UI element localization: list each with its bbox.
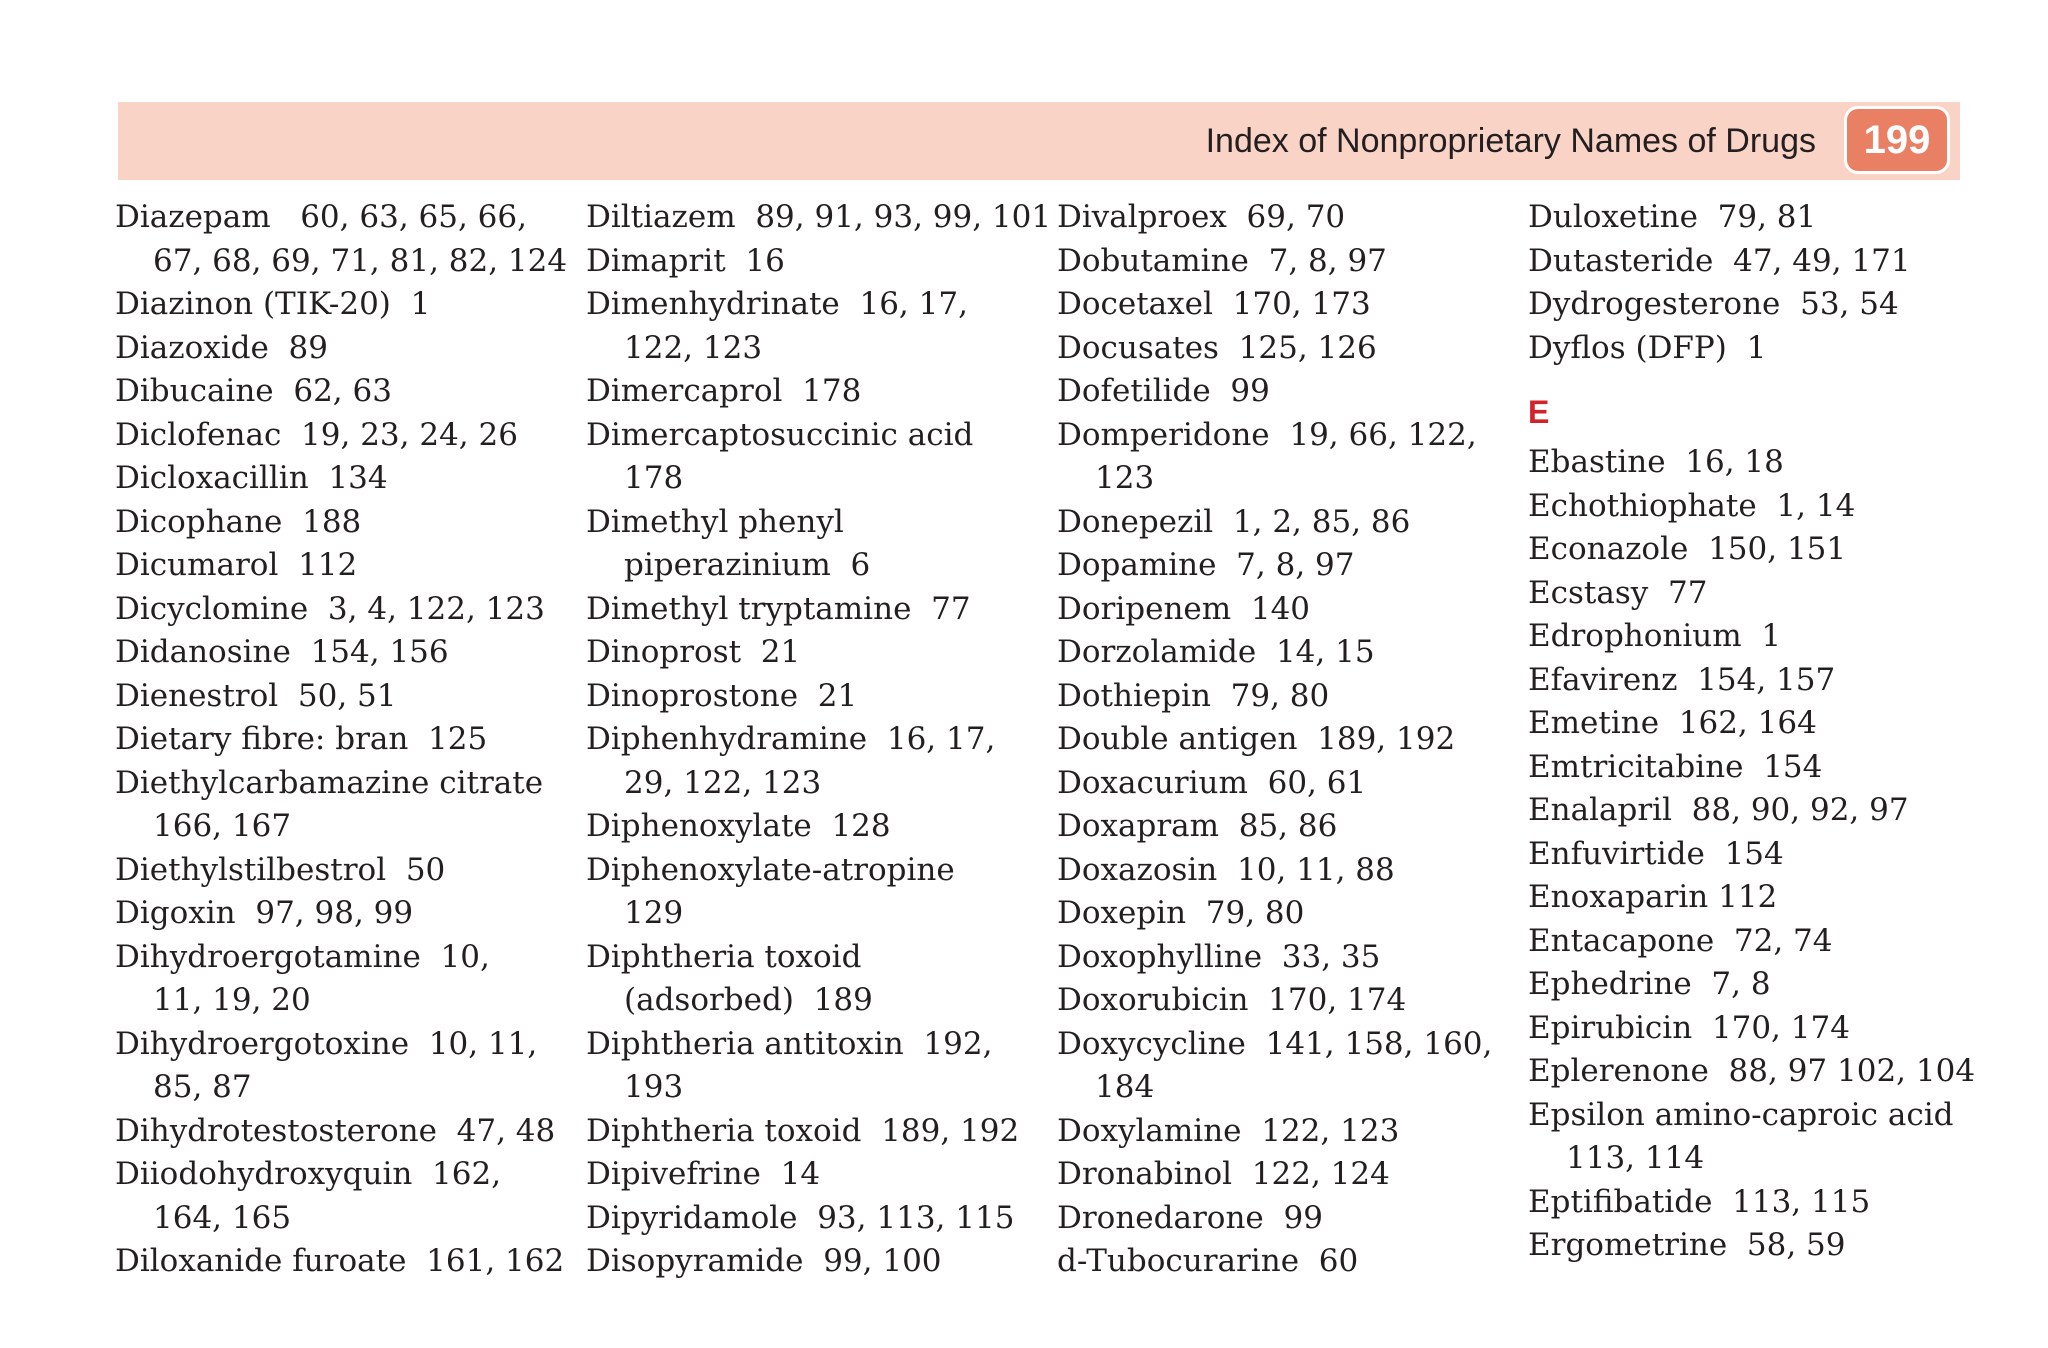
index-entry [1528, 528, 1948, 572]
index-entry-line: Enalapril 88, 90, 92, 97 [1528, 792, 1909, 828]
index-entry-line: Dihydrotestosterone 47, 48 [115, 1112, 556, 1149]
index-entry-line: Doxazosin 10, 11, 88 [1057, 851, 1395, 888]
index-entry [586, 631, 1026, 675]
index-entry [1057, 1023, 1497, 1110]
index-entry [586, 718, 1026, 805]
index-entry-line: Dicloxacillin 134 [115, 460, 388, 496]
index-entry [1057, 414, 1497, 501]
index-entry [586, 1110, 1026, 1154]
index-entry [115, 936, 555, 1023]
index-entry [115, 1023, 555, 1110]
index-entry-line: Diphenoxylate 128 [586, 808, 891, 844]
index-entry [1528, 196, 1948, 240]
index-entry-continuation: 178 [624, 460, 684, 496]
index-entry-line: Enoxaparin 112 [1528, 879, 1778, 915]
index-entry [586, 675, 1026, 719]
index-entry-line: Ecstasy 77 [1528, 574, 1708, 611]
index-entry-line: Diphenoxylate-atropine [586, 851, 955, 888]
index-entry-line: Docusates 125, 126 [1057, 329, 1377, 366]
index-entry [115, 849, 555, 893]
index-entry [1057, 718, 1497, 762]
running-header-title: Index of Nonproprietary Names of Drugs [1205, 122, 1816, 160]
index-entry-line: Diethylstilbestrol 50 [115, 851, 446, 888]
index-entry-line: Diltiazem 89, 91, 93, 99, 101 [586, 199, 1052, 235]
index-entry-line: Diphtheria toxoid [586, 938, 862, 975]
index-entry [115, 501, 555, 545]
index-entry-line: Digoxin 97, 98, 99 [115, 895, 414, 931]
index-entry [115, 544, 555, 588]
index-entry-line: Dimercaptosuccinic acid [586, 416, 974, 453]
index-entry-line: Eplerenone 88, 97 102, 104 [1528, 1053, 1976, 1089]
index-entry-line: Dimethyl phenyl [586, 503, 844, 540]
index-entry-line: Diazepam 60, 63, 65, 66, [115, 199, 527, 235]
index-entry-line: Dimaprit 16 [586, 242, 785, 279]
index-entry [586, 1153, 1026, 1197]
index-entry [1057, 196, 1497, 240]
index-entry [1528, 572, 1948, 616]
index-entry [1057, 370, 1497, 414]
index-entry-line: Diphtheria toxoid 189, 192 [586, 1112, 1020, 1149]
index-entry [1057, 501, 1497, 545]
index-entry-line: Doxacurium 60, 61 [1057, 764, 1367, 801]
index-entry-continuation: (adsorbed) 189 [624, 982, 873, 1018]
index-entry-line: Diiodohydroxyquin 162, [115, 1156, 502, 1192]
index-entry-line: Dronedarone 99 [1057, 1199, 1323, 1236]
index-entry-line: Didanosine 154, 156 [115, 634, 449, 670]
index-entry [115, 327, 555, 371]
index-entry-line: Dibucaine 62, 63 [115, 373, 392, 409]
index-entry-line: Diphtheria antitoxin 192, [586, 1025, 993, 1062]
index-column-3 [1057, 196, 1497, 1284]
index-entry-continuation: 129 [624, 895, 684, 931]
index-entry [1528, 1224, 1948, 1268]
index-entry [115, 1153, 555, 1240]
index-entry-continuation: 11, 19, 20 [153, 982, 311, 1018]
index-entry-line: Doxepin 79, 80 [1057, 895, 1305, 931]
index-entry [115, 892, 555, 936]
index-entry [1057, 979, 1497, 1023]
index-entry-line: Edrophonium 1 [1528, 618, 1782, 654]
index-entry-line: Dydrogesterone 53, 54 [1528, 286, 1899, 322]
index-entry [1057, 1153, 1497, 1197]
index-entry [586, 370, 1026, 414]
index-entry [1528, 659, 1948, 703]
index-entry [586, 588, 1026, 632]
index-entry-line: Dihydroergotamine 10, [115, 938, 490, 975]
index-entry-continuation: 122, 123 [624, 329, 763, 366]
index-entry-line: Duloxetine 79, 81 [1528, 199, 1817, 235]
index-entry-line: Dronabinol 122, 124 [1057, 1156, 1390, 1192]
index-entry-line: Diclofenac 19, 23, 24, 26 [115, 416, 518, 453]
index-entry-line: Ephedrine 7, 8 [1528, 966, 1771, 1002]
index-entry-line: Doripenem 140 [1057, 590, 1311, 627]
index-entry [1528, 1181, 1948, 1225]
index-entry-line: Donepezil 1, 2, 85, 86 [1057, 503, 1411, 540]
index-entry-line: Diethylcarbamazine citrate [115, 764, 544, 801]
index-entry-continuation: 123 [1095, 460, 1155, 496]
index-entry-continuation: 29, 122, 123 [624, 764, 822, 801]
index-entry-line: Diazinon (TIK-20) 1 [115, 286, 431, 322]
index-entry [1528, 1007, 1948, 1051]
index-entry [586, 805, 1026, 849]
index-entry [586, 240, 1026, 284]
index-entry-line: Dinoprost 21 [586, 634, 801, 670]
index-entry [115, 718, 555, 762]
index-entry [115, 1240, 565, 1284]
index-entry-line: Docetaxel 170, 173 [1057, 286, 1371, 322]
index-entry-continuation: 184 [1095, 1069, 1155, 1105]
index-entry-continuation: 164, 165 [153, 1199, 292, 1236]
index-entry [1528, 702, 1948, 746]
index-entry [115, 414, 555, 458]
index-entry-continuation: 193 [624, 1069, 684, 1105]
index-entry [1528, 920, 1948, 964]
index-entry-line: Diphenhydramine 16, 17, [586, 721, 996, 757]
index-entry [115, 675, 555, 719]
index-entry [1057, 892, 1497, 936]
index-entry-continuation: piperazinium 6 [624, 547, 871, 583]
index-entry [115, 588, 555, 632]
index-entry-line: Epirubicin 170, 174 [1528, 1009, 1850, 1046]
index-entry-line: Divalproex 69, 70 [1057, 199, 1346, 235]
index-entry-line: Dipyridamole 93, 113, 115 [586, 1199, 1015, 1236]
index-entry [1528, 441, 1948, 485]
index-entry [1528, 283, 1948, 327]
index-entry-line: Dicyclomine 3, 4, 122, 123 [115, 590, 545, 627]
index-entry [1057, 849, 1497, 893]
index-entry-line: Diloxanide furoate 161, 162 [115, 1243, 565, 1279]
index-entry [586, 936, 1026, 1023]
index-entry-line: Enfuvirtide 154 [1528, 835, 1784, 872]
index-entry [586, 1197, 1026, 1241]
index-entry [586, 414, 1026, 501]
index-entry [1528, 789, 1948, 833]
index-entry-line: Dobutamine 7, 8, 97 [1057, 242, 1387, 279]
index-entry [115, 370, 555, 414]
index-entry-line: Doxylamine 122, 123 [1057, 1112, 1400, 1149]
index-entry [115, 196, 568, 283]
index-entry-line: Doxycycline 141, 158, 160, [1057, 1025, 1493, 1062]
index-entry-line: Disopyramide 99, 100 [586, 1243, 942, 1279]
index-entry-line: Dimethyl tryptamine 77 [586, 590, 971, 627]
index-entry [1057, 1197, 1497, 1241]
index-entry-line: Dopamine 7, 8, 97 [1057, 547, 1355, 583]
index-entry-line: Dimenhydrinate 16, 17, [586, 286, 968, 322]
index-entry-line: Dinoprostone 21 [586, 677, 858, 714]
index-entry [1528, 876, 1948, 920]
index-entry [1528, 1050, 1976, 1094]
index-entry-line: Dofetilide 99 [1057, 373, 1270, 409]
index-entry-continuation: 113, 114 [1566, 1140, 1705, 1176]
index-entry-continuation: 67, 68, 69, 71, 81, 82, 124 [153, 242, 568, 279]
index-entry [1528, 963, 1948, 1007]
index-entry-line: Dienestrol 50, 51 [115, 677, 397, 714]
index-entry [1057, 1240, 1497, 1284]
index-entry [1057, 675, 1497, 719]
index-entry-line: Dipivefrine 14 [586, 1156, 821, 1192]
index-entry-line: Emetine 162, 164 [1528, 705, 1817, 741]
index-entry-line: Dihydroergotoxine 10, 11, [115, 1025, 538, 1062]
index-entry [1528, 1094, 1954, 1181]
index-entry-line: Doxophylline 33, 35 [1057, 938, 1381, 975]
index-entry [1057, 936, 1497, 980]
index-entry [1057, 631, 1497, 675]
section-letter: E [1528, 394, 1550, 430]
index-entry [1057, 762, 1497, 806]
index-entry-line: Dothiepin 79, 80 [1057, 677, 1330, 714]
index-entry [115, 762, 555, 849]
index-entry [1057, 327, 1497, 371]
index-entry [1057, 544, 1497, 588]
index-entry-line: Dyflos (DFP) 1 [1528, 329, 1767, 366]
index-entry-line: d-Tubocurarine 60 [1057, 1243, 1359, 1279]
index-entry [1057, 588, 1497, 632]
index-column-1 [115, 196, 568, 1284]
index-entry [586, 283, 1026, 370]
index-entry [586, 849, 1026, 936]
index-entry-continuation: 85, 87 [153, 1069, 252, 1105]
index-entry [1528, 327, 1948, 371]
index-entry-line: Double antigen 189, 192 [1057, 721, 1456, 757]
index-entry-line: Dietary fibre: bran 125 [115, 721, 488, 757]
index-entry-line: Eptifibatide 113, 115 [1528, 1183, 1871, 1220]
index-column-4 [1528, 196, 1976, 1268]
index-entry [1528, 746, 1948, 790]
index-entry [1528, 485, 1948, 529]
index-entry-line: Ergometrine 58, 59 [1528, 1227, 1846, 1263]
index-entry [115, 283, 555, 327]
index-entry [1528, 833, 1948, 877]
index-entry-line: Doxorubicin 170, 174 [1057, 982, 1407, 1018]
index-entry-line: Doxapram 85, 86 [1057, 808, 1338, 844]
index-entry-line: Dorzolamide 14, 15 [1057, 634, 1375, 670]
index-entry-line: Dimercaprol 178 [586, 373, 862, 409]
index-entry-line: Dicophane 188 [115, 503, 362, 540]
index-entry [586, 1240, 1026, 1284]
index-entry-line: Diazoxide 89 [115, 329, 328, 366]
page-number-badge: 199 [1844, 106, 1950, 174]
index-entry-continuation: 166, 167 [153, 808, 292, 844]
index-entry [1057, 240, 1497, 284]
index-entry-line: Efavirenz 154, 157 [1528, 661, 1836, 698]
index-entry [1057, 1110, 1497, 1154]
index-entry-line: Domperidone 19, 66, 122, [1057, 416, 1477, 453]
index-entry-line: Dutasteride 47, 49, 171 [1528, 242, 1911, 279]
index-entry [1057, 283, 1497, 327]
index-entry [1528, 615, 1948, 659]
index-entry-line: Dicumarol 112 [115, 547, 358, 583]
index-entry-line: Epsilon amino-caproic acid [1528, 1096, 1954, 1133]
index-entry-line: Entacapone 72, 74 [1528, 922, 1833, 959]
index-entry [115, 631, 555, 675]
index-column-2 [586, 196, 1052, 1284]
index-entry-line: Emtricitabine 154 [1528, 748, 1823, 785]
index-entry [586, 501, 1026, 588]
index-entry [586, 1023, 1026, 1110]
index-entry [586, 196, 1052, 240]
index-entry-line: Ebastine 16, 18 [1528, 444, 1784, 480]
index-entry-line: Econazole 150, 151 [1528, 531, 1847, 567]
index-entry-line: Echothiophate 1, 14 [1528, 487, 1856, 524]
index-entry [1528, 240, 1948, 284]
index-entry [115, 457, 555, 501]
index-entry [115, 1110, 555, 1154]
index-entry [1057, 805, 1497, 849]
